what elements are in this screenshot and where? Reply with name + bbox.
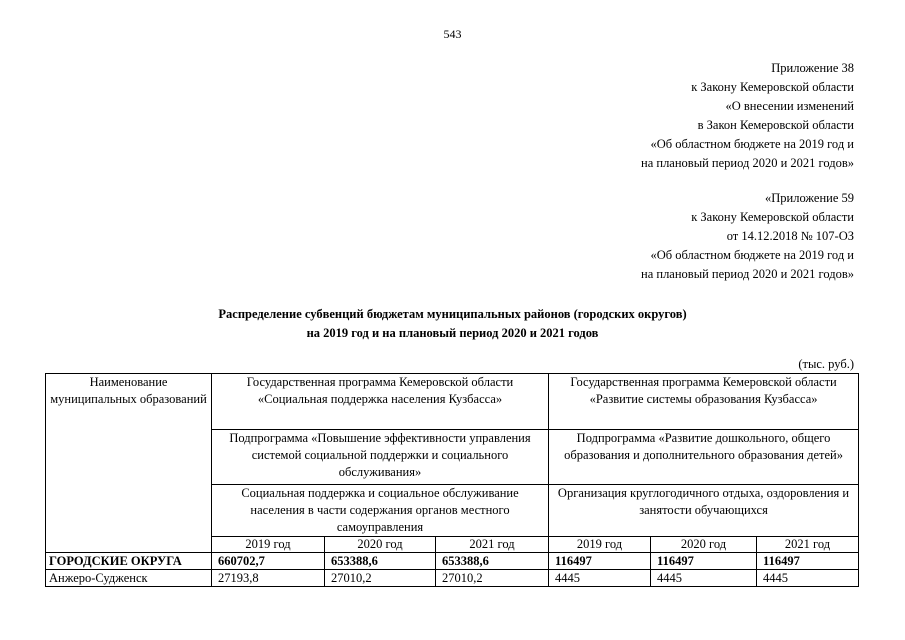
document-title-line: на 2019 год и на плановый период 2020 и 2021 годов (306, 326, 599, 340)
appendix-38-line: к Закону Кемеровской области (691, 80, 854, 94)
detail-header-social: Социальная поддержка и социальное обслуживание населения в части содержания органов местного самоуправления (212, 485, 549, 537)
municipality-column-header: Наименование муниципальных образований (46, 374, 212, 553)
table-row (46, 553, 859, 570)
document-title-line: Распределение субвенций бюджетам муниципальных районов (городских округов) (218, 307, 687, 321)
appendix-38-block (641, 59, 854, 173)
municipality-name: Анжеро-Судженск (46, 570, 212, 587)
program-header-social: Государственная программа Кемеровской области «Социальная поддержка населения Кузбасса» (212, 374, 549, 430)
appendix-59-block (641, 189, 854, 284)
municipality-name: ГОРОДСКИЕ ОКРУГА (46, 553, 212, 570)
detail-header-education: Организация круглогодичного отдыха, оздоровления и занятости обучающихся (549, 485, 859, 537)
table-cell: 4445 (549, 570, 651, 587)
year-header: 2019 год (212, 537, 325, 553)
year-header: 2020 год (325, 537, 436, 553)
table-cell: 27010,2 (325, 570, 436, 587)
year-header: 2019 год (549, 537, 651, 553)
units-label: (тыс. руб.) (798, 357, 854, 371)
table-cell: 27010,2 (436, 570, 549, 587)
appendix-59-line: «Об областном бюджете на 2019 год и (650, 248, 854, 262)
document-title (0, 305, 905, 343)
table-cell: 653388,6 (325, 553, 436, 570)
appendix-38-line: «Об областном бюджете на 2019 год и (650, 137, 854, 151)
table-cell: 27193,8 (212, 570, 325, 587)
table-row (46, 570, 859, 587)
appendix-59-line: от 14.12.2018 № 107-ОЗ (726, 229, 854, 243)
appendix-59-line: на плановый период 2020 и 2021 годов» (641, 267, 854, 281)
year-header: 2020 год (651, 537, 757, 553)
subprogram-header-education: Подпрограмма «Развитие дошкольного, общего образования и дополнительного образования детей» (549, 430, 859, 485)
table-cell: 653388,6 (436, 553, 549, 570)
table-cell: 4445 (757, 570, 859, 587)
year-header: 2021 год (436, 537, 549, 553)
table-cell: 116497 (651, 553, 757, 570)
page-number: 543 (443, 27, 462, 41)
appendix-59-line: «Приложение 59 (765, 191, 854, 205)
appendix-38-line: Приложение 38 (771, 61, 854, 75)
table-header-row (46, 374, 859, 430)
appendix-59-line: к Закону Кемеровской области (691, 210, 854, 224)
appendix-38-line: на плановый период 2020 и 2021 годов» (641, 156, 854, 170)
table-cell: 116497 (757, 553, 859, 570)
year-header: 2021 год (757, 537, 859, 553)
subprogram-header-social: Подпрограмма «Повышение эффективности управления системой социальной поддержки и социального обслуживания» (212, 430, 549, 485)
table-cell: 660702,7 (212, 553, 325, 570)
table-cell: 4445 (651, 570, 757, 587)
table-cell: 116497 (549, 553, 651, 570)
appendix-38-line: в Закон Кемеровской области (697, 118, 854, 132)
subventions-table (45, 373, 859, 587)
appendix-38-line: «О внесении изменений (725, 99, 854, 113)
program-header-education: Государственная программа Кемеровской области «Развитие системы образования Кузбасса» (549, 374, 859, 430)
